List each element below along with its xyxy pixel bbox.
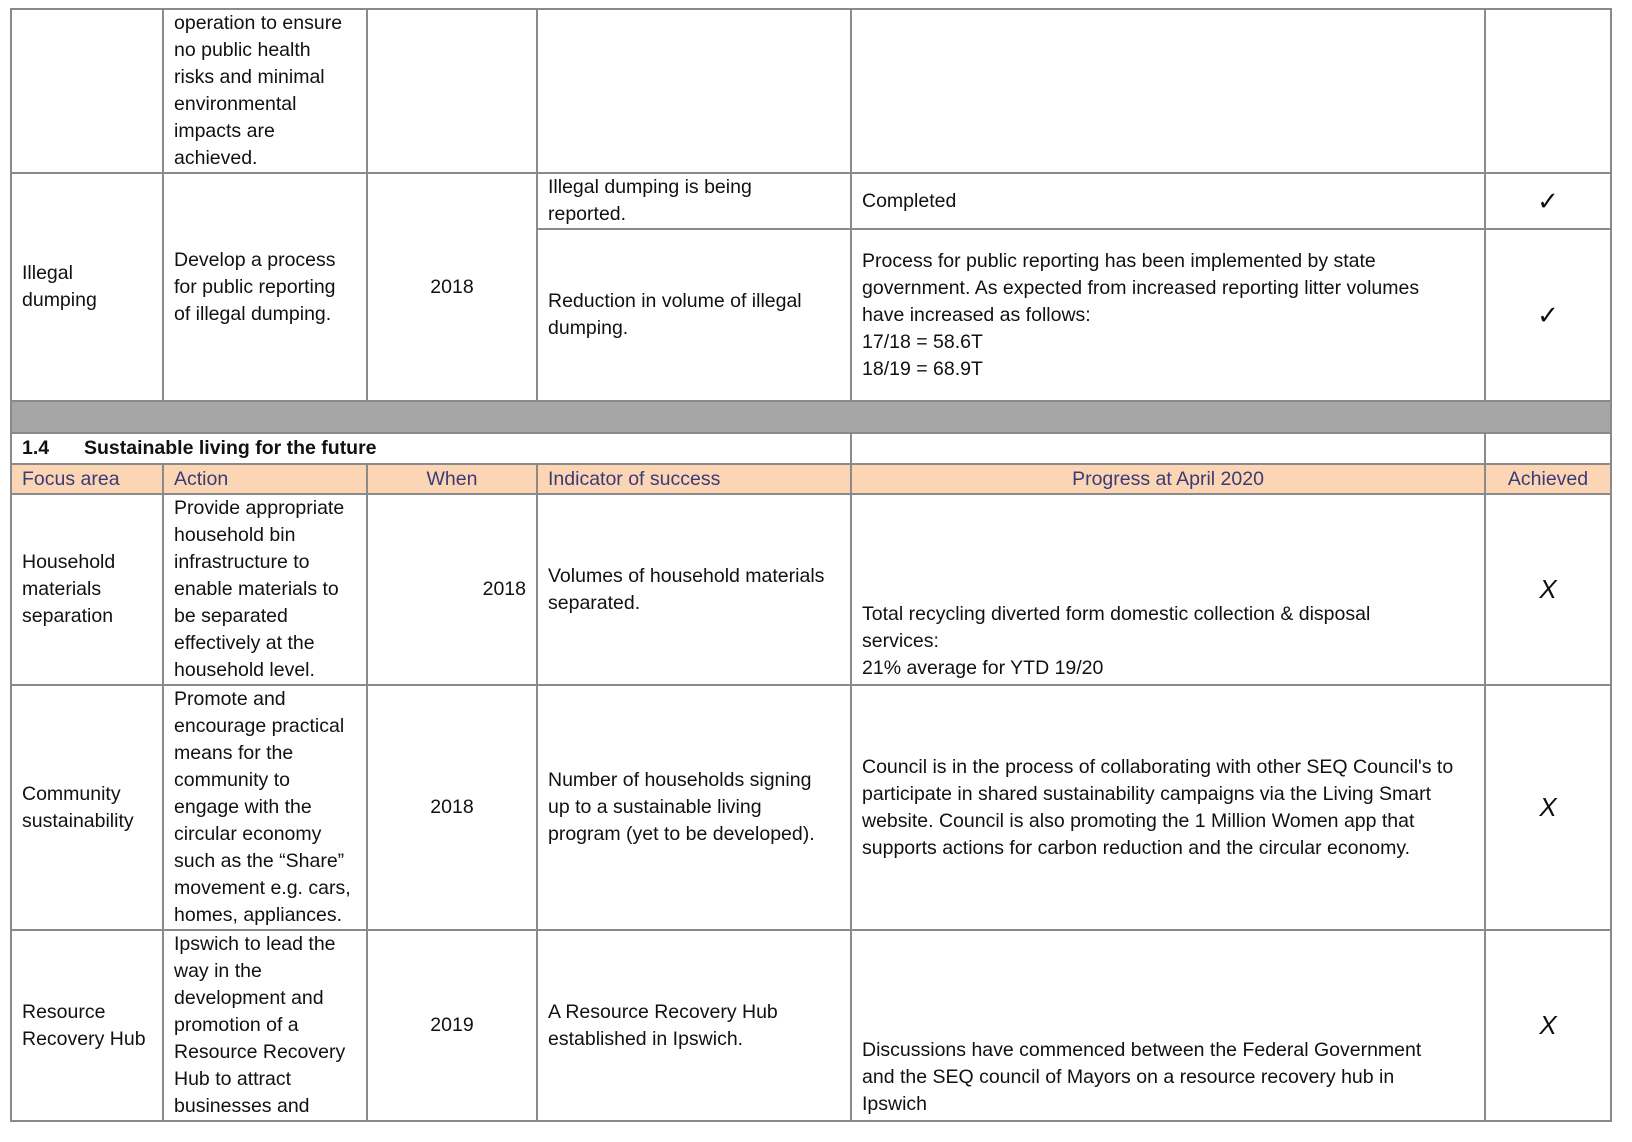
indicator-cell: Illegal dumping is being reported. [537, 173, 851, 229]
header-progress: Progress at April 2020 [851, 464, 1485, 494]
table-row-resource-recovery [11, 930, 1611, 1121]
when-cell: 2018 [367, 685, 537, 930]
indicator-cell: A Resource Recovery Hub established in Ipswich. [537, 930, 851, 1121]
progress-cell: Completed [851, 173, 1485, 229]
focus-cell [11, 9, 163, 173]
achieved-cell [1485, 9, 1611, 173]
progress-cell: Total recycling diverted form domestic collection & disposal services: 21% average for YTD 19/20 [851, 494, 1485, 685]
check-icon: ✓ [1485, 229, 1611, 401]
indicator-cell [537, 9, 851, 173]
when-cell: 2019 [367, 930, 537, 1121]
header-action: Action [163, 464, 367, 494]
cross-icon: X [1485, 685, 1611, 930]
indicator-cell: Reduction in volume of illegal dumping. [537, 229, 851, 401]
header-when: When [367, 464, 537, 494]
section-number: 1.4 [22, 437, 50, 459]
section-title-text: Sustainable living for the future [84, 437, 377, 459]
when-cell: 2018 [367, 173, 537, 401]
action-cell: Provide appropriate household bin infrastructure to enable materials to be separated effectively at the household level. [163, 494, 367, 685]
section-heading-row [11, 433, 1611, 464]
table-row-community [11, 685, 1611, 930]
cross-icon: X [1485, 930, 1611, 1121]
when-cell: 2018 [367, 494, 537, 685]
separator-bar [11, 401, 1611, 433]
cross-icon: X [1485, 494, 1611, 685]
focus-cell: Illegal dumping [11, 173, 163, 401]
action-cell: Promote and encourage practical means for the community to engage with the circular economy such as the “Share” movement e.g. cars, homes, appliances. [163, 685, 367, 930]
focus-cell: Community sustainability [11, 685, 163, 930]
table-row-continued [11, 9, 1611, 173]
table-row-illegal-dumping [11, 173, 1611, 229]
progress-cell: Council is in the process of collaborating with other SEQ Council's to participate in shared sustainability campaigns via the Living Smart website. Council is also promoting the 1 Million Women app that supports actions for carbon reduction and the circular economy. [851, 685, 1485, 930]
column-header-row [11, 464, 1611, 494]
section-title [11, 433, 851, 464]
focus-cell: Household materials separation [11, 494, 163, 685]
indicator-cell: Volumes of household materials separated. [537, 494, 851, 685]
when-cell [367, 9, 537, 173]
action-plan-table [10, 8, 1612, 1122]
progress-cell [851, 9, 1485, 173]
header-achieved: Achieved [1485, 464, 1611, 494]
header-indicator: Indicator of success [537, 464, 851, 494]
progress-cell: Process for public reporting has been implemented by state government. As expected from increased reporting litter volumes have increased as follows: 17/18 = 58.6T 18/19 = 68.9T [851, 229, 1485, 401]
header-focus-area: Focus area [11, 464, 163, 494]
action-cell: Develop a process for public reporting of illegal dumping. [163, 173, 367, 401]
action-cell: operation to ensure no public health risks and minimal environmental impacts are achieved. [163, 9, 367, 173]
table-row-household [11, 494, 1611, 685]
action-cell: Ipswich to lead the way in the development and promotion of a Resource Recovery Hub to attract businesses and [163, 930, 367, 1121]
section-separator [11, 401, 1611, 433]
focus-cell: Resource Recovery Hub [11, 930, 163, 1121]
progress-cell: Discussions have commenced between the Federal Government and the SEQ council of Mayors on a resource recovery hub in Ipswich [851, 930, 1485, 1121]
indicator-cell: Number of households signing up to a sustainable living program (yet to be developed). [537, 685, 851, 930]
check-icon: ✓ [1485, 173, 1611, 229]
